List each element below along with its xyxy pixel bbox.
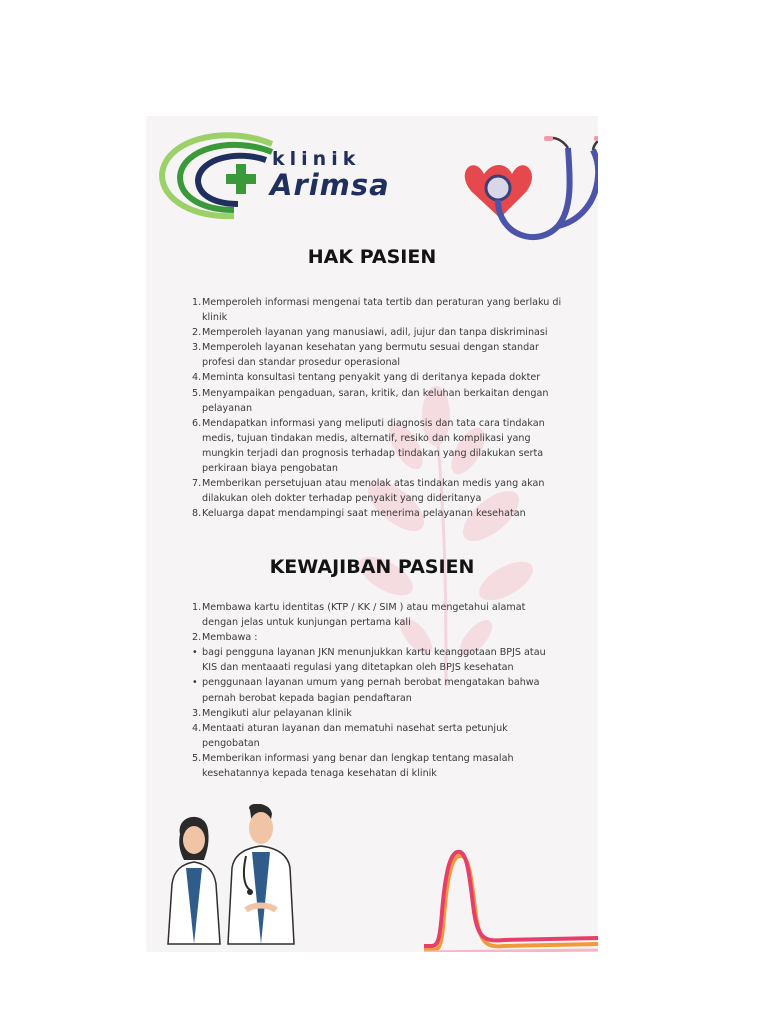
list-item-number: 2. xyxy=(192,632,202,644)
list-item-number: 1. xyxy=(192,297,202,308)
list-item-number: • xyxy=(192,647,198,659)
poster xyxy=(146,116,598,952)
list-item-number: 3. xyxy=(192,707,202,719)
list-item-text: Memperoleh layanan kesehatan yang bermutu sesuai dengan standar profesi dan standar prosedur operasional xyxy=(202,342,539,369)
kewajiban-list-item xyxy=(192,751,562,781)
heartbeat-wave-icon xyxy=(424,846,598,952)
hak-list-item xyxy=(192,370,562,385)
hak-pasien-title: HAK PASIEN xyxy=(307,246,437,268)
doctors-illustration-icon xyxy=(158,804,308,946)
list-item-number: 8. xyxy=(192,508,202,520)
list-item-text: Membawa kartu identitas (KTP / KK / SIM ) atau mengetahui alamat dengan jelas untuk kunjungan pertama kali xyxy=(202,602,526,629)
hak-list-item xyxy=(192,386,562,416)
list-item-number: 3. xyxy=(192,342,202,354)
list-item-text: Memberikan informasi yang benar dan lengkap tentang masalah kesehatannya kepada tenaga kesehatan di klinik xyxy=(202,752,514,780)
list-item-text: Menyampaikan pengaduan, saran, kritik, dan keluhan berkaitan dengan pelayanan xyxy=(202,387,549,414)
logo-text-arimsa: Arimsa xyxy=(270,168,390,202)
list-item-number: 4. xyxy=(192,722,202,734)
list-item-number: 5. xyxy=(192,387,202,399)
hak-list-item xyxy=(192,325,562,340)
list-item-number: 7. xyxy=(192,478,202,490)
kewajiban-pasien-list xyxy=(192,600,562,781)
list-item-text: penggunaan layanan umum yang pernah berobat mengatakan bahwa pernah berobat kepada bagian pendaftaran xyxy=(202,677,540,704)
kewajiban-list-item xyxy=(192,645,562,675)
heart-stethoscope-icon xyxy=(458,136,598,256)
kewajiban-list-item xyxy=(192,630,562,645)
kewajiban-list-item xyxy=(192,600,562,630)
list-item-number: 6. xyxy=(192,417,202,429)
list-item-number: 4. xyxy=(192,372,202,384)
list-item-number: 1. xyxy=(192,602,202,613)
list-item-number: 5. xyxy=(192,752,202,764)
hak-list-item xyxy=(192,340,562,370)
list-item-text: Meminta konsultasi tentang penyakit yang di deritanya kepada dokter xyxy=(202,372,541,384)
hak-list-item xyxy=(192,476,562,506)
list-item-text: Membawa : xyxy=(202,632,258,644)
list-item-text: Mendapatkan informasi yang meliputi diagnosis dan tata cara tindakan medis, tujuan tindakan medis, alternatif, resiko dan komplikasi yang mungkin terjadi dan prognosis terhadap tindakan yang dilakukan serta perkiraan biaya pengobatan xyxy=(202,417,545,475)
kewajiban-list-item xyxy=(192,675,562,705)
hak-pasien-list xyxy=(192,295,562,521)
list-item-text: Keluarga dapat mendampingi saat menerima pelayanan kesehatan xyxy=(202,508,526,520)
list-item-text: Memperoleh layanan yang manusiawi, adil, jujur dan tanpa diskriminasi xyxy=(202,327,548,339)
list-item-text: Mengikuti alur pelayanan klinik xyxy=(202,707,352,719)
hak-list-item xyxy=(192,506,562,521)
kewajiban-list-item xyxy=(192,706,562,721)
hak-list-item xyxy=(192,295,562,325)
kewajiban-pasien-title: KEWAJIBAN PASIEN xyxy=(269,556,475,578)
list-item-text: Mentaati aturan layanan dan mematuhi nasehat serta petunjuk pengobatan xyxy=(202,722,508,749)
list-item-text: Memperoleh informasi mengenai tata tertib dan peraturan yang berlaku di klinik xyxy=(202,297,562,324)
clinic-logo xyxy=(154,130,404,220)
list-item-text: bagi pengguna layanan JKN menunjukkan kartu keanggotaan BPJS atau KIS dan mentaaati regulasi yang ditetapkan oleh BPJS kesehatan xyxy=(202,647,546,674)
list-item-number: • xyxy=(192,677,198,689)
list-item-text: Memberikan persetujuan atau menolak atas tindakan medis yang akan dilakukan oleh dokter terhadap penyakit yang dideritanya xyxy=(202,478,545,505)
list-item-number: 2. xyxy=(192,327,202,339)
hak-list-item xyxy=(192,416,562,476)
kewajiban-list-item xyxy=(192,721,562,751)
logo-text-klinik: klinik xyxy=(272,148,361,170)
